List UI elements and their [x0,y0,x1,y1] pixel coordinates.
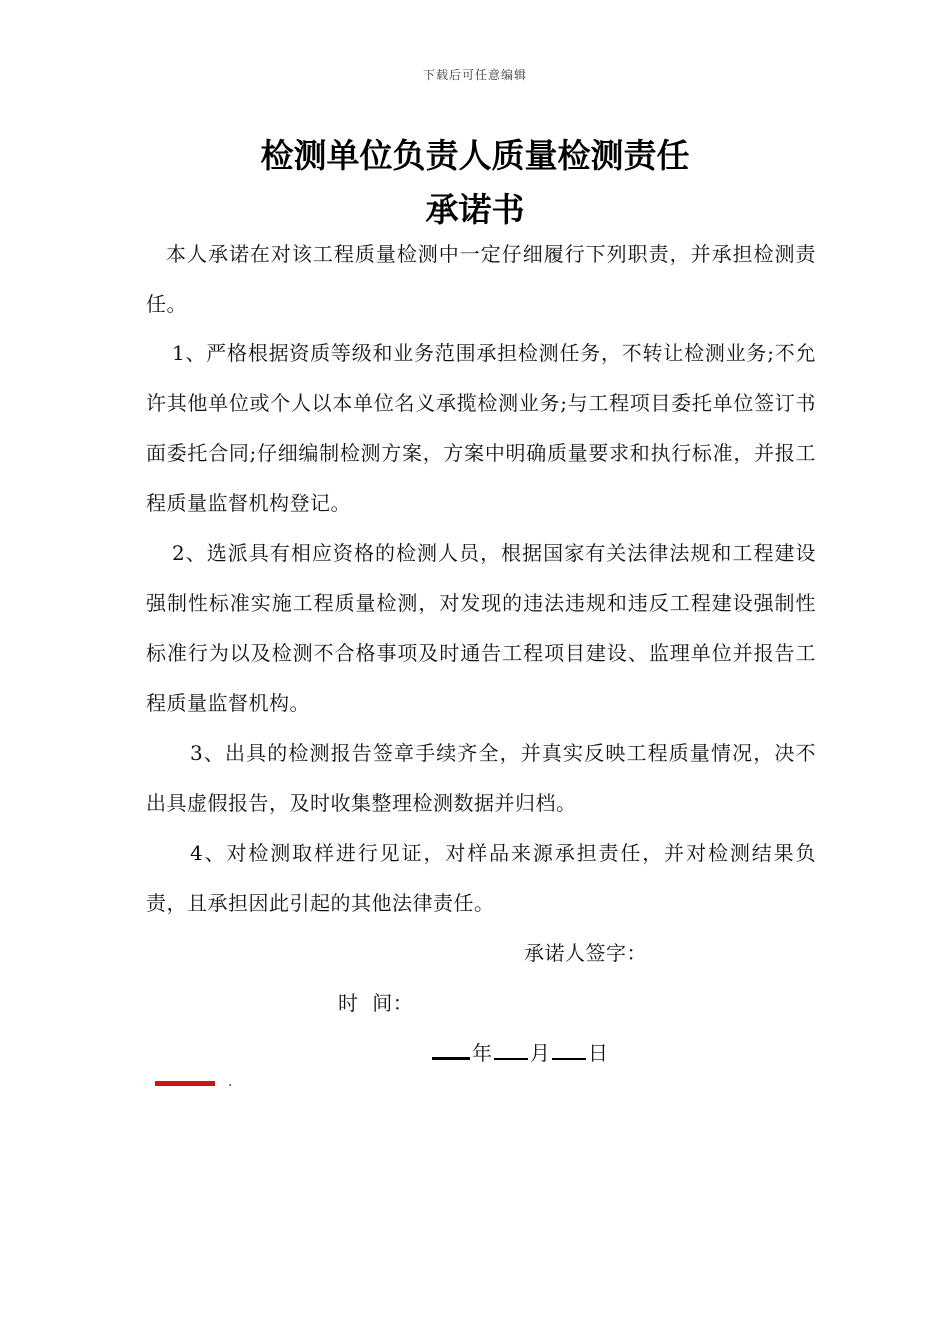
year-label: 年 [472,1041,492,1065]
day-blank [552,1040,586,1060]
document-title: 检测单位负责人质量检测责任 [260,136,690,175]
month-label: 月 [530,1041,550,1065]
day-label: 日 [588,1041,608,1065]
year-blank [432,1039,470,1060]
intro-paragraph: 本人承诺在对该工程质量检测中一定仔细履行下列职责，并承担检测责任。 [146,242,816,316]
month-blank [494,1040,528,1060]
document-title-line2: 承诺书 [425,190,525,229]
header-note: 下载后可任意编辑 [422,68,527,82]
date-line [432,1028,608,1078]
clause-1: 1、严格根据资质等级和业务范围承担检测任务，不转让检测业务;不允许其他单位或个人以本单位名义承揽检测业务;与工程项目委托单位签订书面委托合同;仔细编制检测方案，方案中明确质量要求和执行标准，并报工程质量监督机构登记。 [146,341,816,515]
red-accent-bar [155,1081,215,1086]
clause-2: 2、选派具有相应资格的检测人员，根据国家有关法律法规和工程建设强制性标准实施工程质量检测，对发现的违法违规和违反工程建设强制性标准行为以及检测不合格事项及时通告工程项目建设、监理单位并报告工程质量监督机构。 [146,541,816,715]
signer-signature-label: 承诺人签字： [524,941,647,965]
clause-4: 4、对检测取样进行见证，对样品来源承担责任，并对检测结果负责，且承担因此引起的其他法律责任。 [146,841,816,915]
time-label: 时 间： [338,991,414,1015]
clause-3: 3、出具的检测报告签章手续齐全，并真实反映工程质量情况，决不出具虚假报告，及时收集整理检测数据并归档。 [146,741,816,815]
footer-dot: . [228,1074,233,1090]
